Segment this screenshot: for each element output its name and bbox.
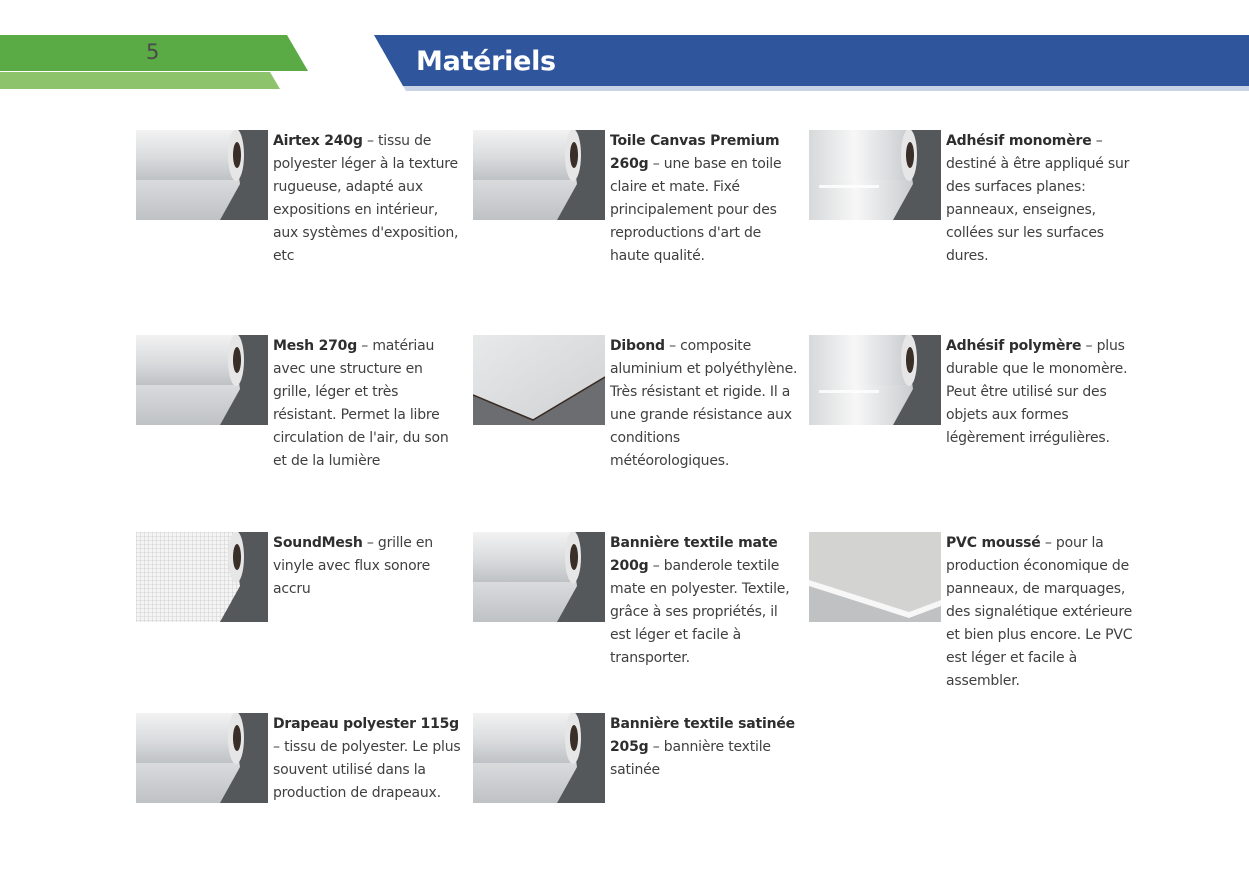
page-title: Matériels bbox=[416, 46, 556, 77]
material-name: Adhésif monomère bbox=[946, 133, 1092, 149]
material-image bbox=[473, 130, 605, 220]
material-separator: – bbox=[273, 739, 285, 755]
material-separator: – bbox=[357, 338, 373, 354]
material-separator: – bbox=[648, 156, 664, 172]
material-image bbox=[136, 130, 268, 220]
material-name: Drapeau polyester 115g bbox=[273, 716, 459, 732]
material-image bbox=[136, 532, 268, 622]
material-description bbox=[273, 335, 463, 473]
material-name: Airtex 240g bbox=[273, 133, 363, 149]
material-separator: – bbox=[1091, 133, 1103, 149]
material-name: PVC moussé bbox=[946, 535, 1041, 551]
material-text: destiné à être appliqué sur des surfaces planes: panneaux, enseignes, collées sur les surfaces dures. bbox=[946, 156, 1130, 264]
material-separator: – bbox=[648, 558, 664, 574]
material-text: pour la production économique de panneaux, de marquages, des signalétique extérieure et bien plus encore. Le PVC est léger et facile à assembler. bbox=[946, 535, 1133, 689]
material-text: tissu de polyester léger à la texture rugueuse, adapté aux expositions en intérieur, aux systèmes d'exposition, etc bbox=[273, 133, 459, 264]
material-description bbox=[273, 130, 463, 268]
material-image bbox=[473, 532, 605, 622]
material-image bbox=[473, 713, 605, 803]
material-name: Mesh 270g bbox=[273, 338, 358, 354]
material-description bbox=[610, 335, 800, 473]
material-image bbox=[136, 713, 268, 803]
material-text: tissu de polyester. Le plus souvent utilisé dans la production de drapeaux. bbox=[273, 739, 461, 801]
material-separator: – bbox=[1081, 338, 1097, 354]
material-description bbox=[610, 130, 800, 268]
material-separator: – bbox=[362, 535, 378, 551]
material-separator: – bbox=[664, 338, 681, 354]
material-text: banderole textile mate en polyester. Textile, grâce à ses propriétés, il est léger et facile à transporter. bbox=[610, 558, 790, 666]
material-name: Toile Canvas Premium 260g bbox=[610, 133, 780, 172]
material-name: Bannière textile mate 200g bbox=[610, 535, 778, 574]
material-image bbox=[809, 130, 941, 220]
material-name: Bannière textile satinée 205g bbox=[610, 716, 795, 755]
material-image bbox=[809, 532, 941, 622]
material-name: Dibond bbox=[610, 338, 665, 354]
material-text: grille en vinyle avec flux sonore accru bbox=[273, 535, 433, 597]
material-description bbox=[610, 713, 800, 782]
material-name: SoundMesh bbox=[273, 535, 363, 551]
material-image bbox=[809, 335, 941, 425]
material-text: plus durable que le monomère. Peut être utilisé sur des objets aux formes légèrement irrégulières. bbox=[946, 338, 1128, 446]
material-image bbox=[473, 335, 605, 425]
material-text: bannière textile satinée bbox=[610, 739, 771, 778]
material-name: Adhésif polymère bbox=[946, 338, 1082, 354]
material-description bbox=[946, 532, 1136, 693]
material-image bbox=[136, 335, 268, 425]
material-text: une base en toile claire et mate. Fixé principalement pour des reproductions d'art de haute qualité. bbox=[610, 156, 782, 264]
material-text: composite aluminium et polyéthylène. Très résistant et rigide. Il a une grande résistance aux conditions météorologiques. bbox=[610, 338, 798, 469]
material-description bbox=[273, 713, 463, 805]
material-separator: – bbox=[1040, 535, 1056, 551]
material-text: matériau avec une structure en grille, léger et très résistant. Permet la libre circulation de l'air, du son et de la lumière bbox=[273, 338, 449, 469]
material-description bbox=[946, 335, 1136, 450]
material-description bbox=[273, 532, 463, 601]
page-number: 5 bbox=[146, 40, 160, 64]
material-description bbox=[610, 532, 800, 670]
material-separator: – bbox=[362, 133, 378, 149]
material-separator: – bbox=[648, 739, 664, 755]
material-description bbox=[946, 130, 1136, 268]
